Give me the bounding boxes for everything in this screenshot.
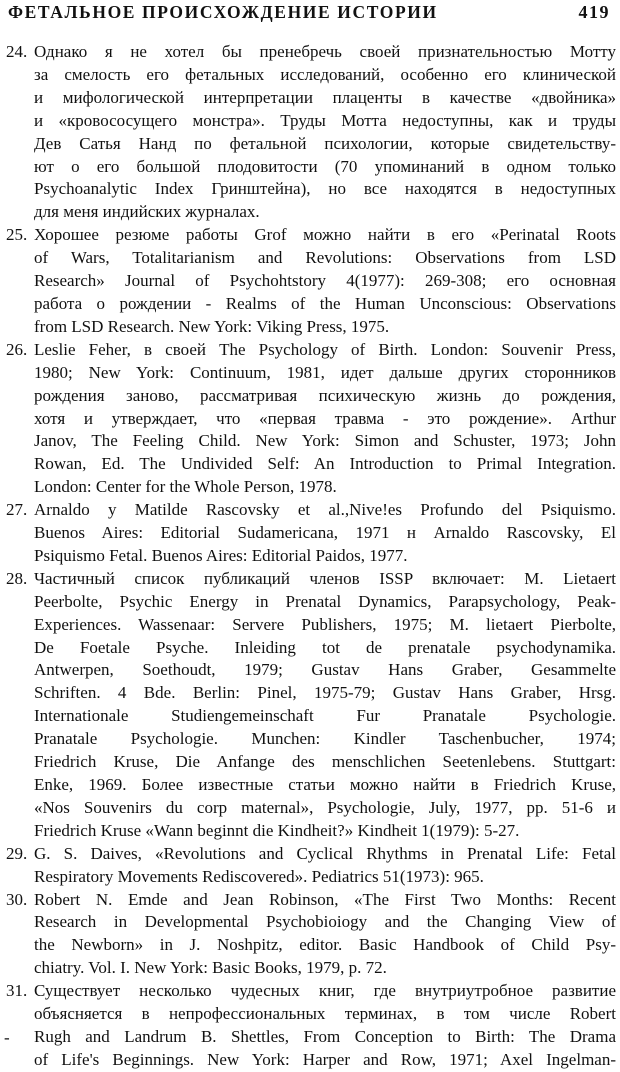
endnotes-list: [6, 41, 616, 1072]
endnote-line: ют о его большой плодовитости (70 упоминаний в одном только: [34, 156, 616, 176]
endnote: [6, 339, 616, 499]
endnote-line: 1980; New York: Continuum, 1981, идет дальше других сторонников: [34, 362, 616, 382]
endnote-line: Robert N. Emde and Jean Robinson, «The First Two Months: Recent: [34, 889, 616, 909]
endnote-line: Antwerpen, Soethoudt, 1979; Gustav Hans Graber, Gesammelte: [34, 660, 616, 680]
endnote-line: Peerbolte, Psychic Energy in Prenatal Dynamics, Parapsychology, Peak-: [34, 591, 616, 611]
endnote-number: 25.: [6, 225, 28, 245]
endnote-line: Rugh and Landrum B. Shettles, From Conception to Birth: The Drama: [34, 1026, 616, 1046]
endnote-line: Respiratory Movements Rediscovered». Pediatrics 51(1973): 965.: [34, 866, 484, 886]
endnote-line: G. S. Daives, «Revolutions and Cyclical Rhythms in Prenatal Life: Fetal: [34, 843, 616, 863]
endnote-line: chiatry. Vol. I. New York: Basic Books, 1979, p. 72.: [34, 958, 387, 978]
endnote-line: Janov, The Feeling Child. New York: Simon and Schuster, 1973; John: [34, 431, 616, 451]
endnote-line: Однако я не хотел бы пренебречь своей признательностью Мотту: [34, 42, 616, 61]
endnote-number: 26.: [6, 339, 28, 359]
endnote: [6, 889, 616, 981]
endnote-line: Arnaldo y Matilde Rascovsky et al.,Nive!es Profundo del Psiquismo.: [34, 500, 616, 520]
endnote-line: Psychoanalytic Index Гринштейна), но все находятся в недоступных: [34, 179, 616, 199]
endnote-line: Дев Сатья Нанд по фетальной психологии, которые свидетельству-: [34, 133, 616, 153]
endnote-number: 27.: [6, 500, 28, 520]
endnote-line: Psiquismo Fetal. Buenos Aires: Editorial Paidos, 1977.: [34, 545, 408, 565]
endnote-line: Experiences. Wassenaar: Servere Publishers, 1975; M. lietaert Pierbolte,: [34, 614, 616, 634]
endnote: [6, 41, 616, 224]
endnote-line: Leslie Feher, в своей The Psychology of Birth. London: Souvenir Press,: [34, 339, 616, 359]
endnote-line: Internationale Studiengemeinschaft Fur Pranatale Psychologie.: [34, 706, 616, 726]
endnote-line: of Life's Beginnings. New York: Harper and Row, 1971; Axel Ingelman-: [34, 1049, 616, 1069]
endnote-line: Rowan, Ed. The Undivided Self: An Introduction to Primal Integration.: [34, 454, 616, 474]
endnote-line: Pranatale Psychologie. Munchen: Kindler Taschenbucher, 1974;: [34, 729, 616, 749]
endnote-line: Хорошее резюме работы Grof можно найти в его «Perinatal Roots: [34, 225, 616, 245]
endnote-line: Research in Developmental Psychobioiogy and the Changing View of: [34, 912, 616, 932]
endnote-line: from LSD Research. New York: Viking Press, 1975.: [34, 316, 390, 336]
endnote-line: De Foetale Psyche. Inleiding tot de prenatale psychodynamika.: [34, 637, 616, 657]
page-number: 419: [578, 2, 610, 22]
endnote-line: Частичный список публикаций членов ISSP включает: M. Lietaert: [34, 568, 616, 588]
endnote-line: рождения заново, рассматривая психическую жизнь до рождения,: [34, 385, 616, 405]
endnote-line: Enke, 1969. Более известные статьи можно найти в Friedrich Kruse,: [34, 775, 616, 794]
endnote-line: за смелость его фетальных исследований, особенно его клинической: [34, 64, 616, 84]
running-header: [8, 0, 610, 30]
endnote-line: Research» Journal of Psychohtstory 4(1977): 269-308; его основная: [34, 271, 616, 291]
running-title: ФЕТАЛЬНОЕ ПРОИСХОЖДЕНИЕ ИСТОРИИ: [8, 2, 438, 22]
endnote-line: «Nos Souvenirs du corp maternal», Psychologie, July, 1977, pp. 51-6 и: [34, 797, 616, 817]
margin-dash: -: [4, 1028, 10, 1047]
endnote: [6, 224, 616, 339]
endnote-line: Friedrich Kruse, Die Anfange des menschlichen Seetenlebens. Stuttgart:: [34, 752, 616, 772]
endnote: [6, 843, 616, 889]
endnote-line: the Newborn» in J. Noshpitz, editor. Basic Handbook of Child Psy-: [34, 935, 616, 955]
endnote: [6, 568, 616, 843]
endnote-number: 29.: [6, 843, 28, 863]
endnote-line: для меня индийских журналах.: [34, 202, 260, 222]
endnote-line: Friedrich Kruse «Wann beginnt die Kindheit?» Kindheit 1(1979): 5-27.: [34, 820, 520, 840]
endnote: [6, 499, 616, 568]
endnote-line: и мифологической интерпретации плаценты в качестве «двойника»: [34, 87, 616, 107]
endnote-line: и «кровососущего монстра». Труды Мотта недоступны, как и труды: [34, 110, 616, 130]
endnote-line: Buenos Aires: Editorial Sudamericana, 1971 н Arnaldo Rascovsky, El: [34, 523, 616, 543]
endnote-line: работа о рождении - Realms of the Human Unconscious: Observations: [34, 293, 616, 313]
endnote-line: London: Center for the Whole Person, 1978.: [34, 477, 337, 497]
endnote-line: of Wars, Totalitarianism and Revolutions: Observations from LSD: [34, 248, 616, 268]
endnote-line: объясняется в непрофессиональных терминах, в том числе Robert: [34, 1004, 616, 1024]
endnote: [6, 980, 616, 1072]
endnote-line: Существует несколько чудесных книг, где внутриутробное развитие: [34, 981, 616, 1001]
endnote-line: Schriften. 4 Bde. Berlin: Pinel, 1975-79; Gustav Hans Graber, Hrsg.: [34, 683, 616, 703]
endnote-number: 28.: [6, 568, 28, 588]
endnote-line: хотя и утверждает, что «первая травма - это рождение». Arthur: [34, 408, 616, 428]
endnote-number: 24.: [6, 42, 28, 61]
endnote-number: 30.: [6, 889, 28, 909]
endnote-number: 31.: [6, 981, 28, 1001]
